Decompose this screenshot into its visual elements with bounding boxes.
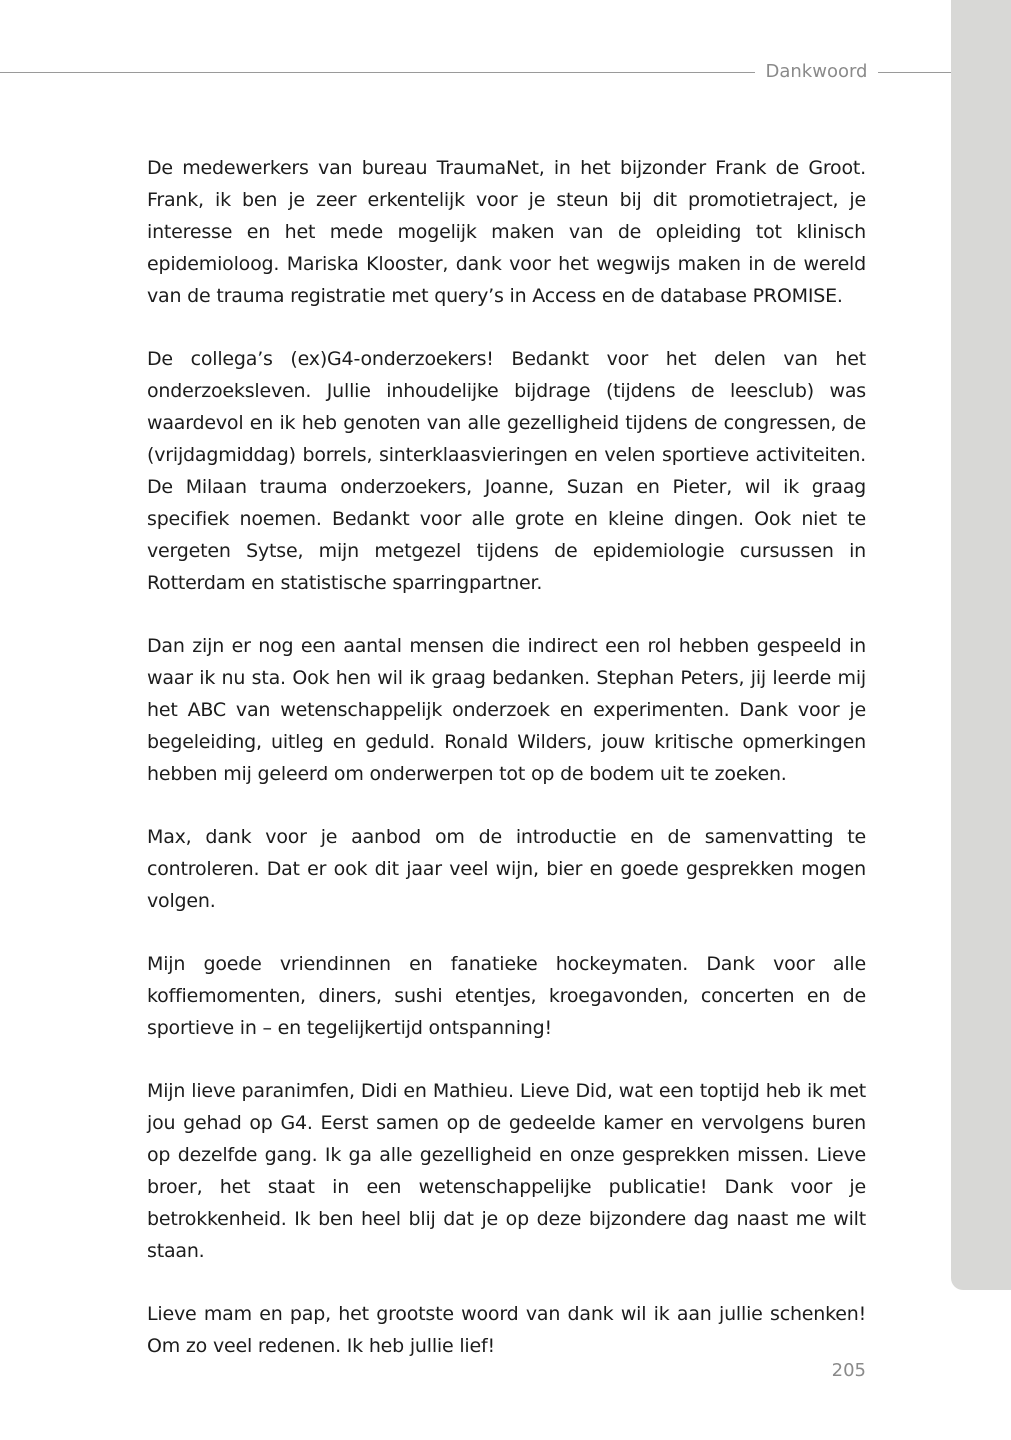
paragraph-mentors: Dan zijn er nog een aantal mensen die indirect een rol hebben gespeeld in waar ik nu sta. Ook hen wil ik graag bedanken. Stephan Peters, jij leerde mij het ABC van wetenschappelijk onderzoek en experimenten. Dank voor je begeleiding, uitleg en geduld. Ronald Wilders, jouw kritische opmerkingen hebben mij geleerd om onderwerpen tot op de bodem uit te zoeken.: [147, 635, 866, 785]
paragraph-paranymphs: Mijn lieve paranimfen, Didi en Mathieu. Lieve Did, wat een toptijd heb ik met jou gehad op G4. Eerst samen op de gedeelde kamer en vervolgens buren op dezelfde gang. Ik ga alle gezelligheid en onze gesprekken missen. Lieve broer, het staat in een wetenschappelijke publicatie! Dank voor je betrokkenheid. Ik ben heel blij dat je op deze bijzondere dag naast me wilt staan.: [147, 1080, 866, 1262]
chapter-side-tab: [951, 0, 1011, 1290]
paragraph-friends: Mijn goede vriendinnen en fanatieke hockeymaten. Dank voor alle koffiemomenten, diners, sushi etentjes, kroegavonden, concerten en de sportieve in – en tegelijkertijd ontspanning!: [147, 953, 866, 1039]
paragraph-traumanet: De medewerkers van bureau TraumaNet, in het bijzonder Frank de Groot. Frank, ik ben je zeer erkentelijk voor je steun bij dit promotietraject, je interesse en het mede mogelijk maken van de opleiding tot klinisch epidemioloog. Mariska Klooster, dank voor het wegwijs maken in de wereld van de trauma registratie met query’s in Access en de database PROMISE.: [147, 157, 866, 307]
page-number: 205: [831, 1360, 866, 1381]
running-head: Dankwoord: [765, 61, 868, 82]
header-rule-right: [878, 72, 951, 73]
paragraph-parents: Lieve mam en pap, het grootste woord van dank wil ik aan jullie schenken! Om zo veel redenen. Ik heb jullie lief!: [147, 1303, 866, 1357]
body-text: [147, 152, 866, 1393]
header-rule-left: [0, 72, 755, 73]
paragraph-max: Max, dank voor je aanbod om de introductie en de samenvatting te controleren. Dat er ook dit jaar veel wijn, bier en goede gesprekken mogen volgen.: [147, 826, 866, 912]
paragraph-colleagues: De collega’s (ex)G4-onderzoekers! Bedankt voor het delen van het onderzoeksleven. Jullie inhoudelijke bijdrage (tijdens de leesclub) was waardevol en ik heb genoten van alle gezelligheid tijdens de congressen, de (vrijdagmiddag) borrels, sinterklaasvieringen en velen sportieve activiteiten. De Milaan trauma onderzoekers, Joanne, Suzan en Pieter, wil ik graag specifiek noemen. Bedankt voor alle grote en kleine dingen. Ook niet te vergeten Sytse, mijn metgezel tijdens de epidemiologie cursussen in Rotterdam en statistische sparringpartner.: [147, 348, 866, 594]
